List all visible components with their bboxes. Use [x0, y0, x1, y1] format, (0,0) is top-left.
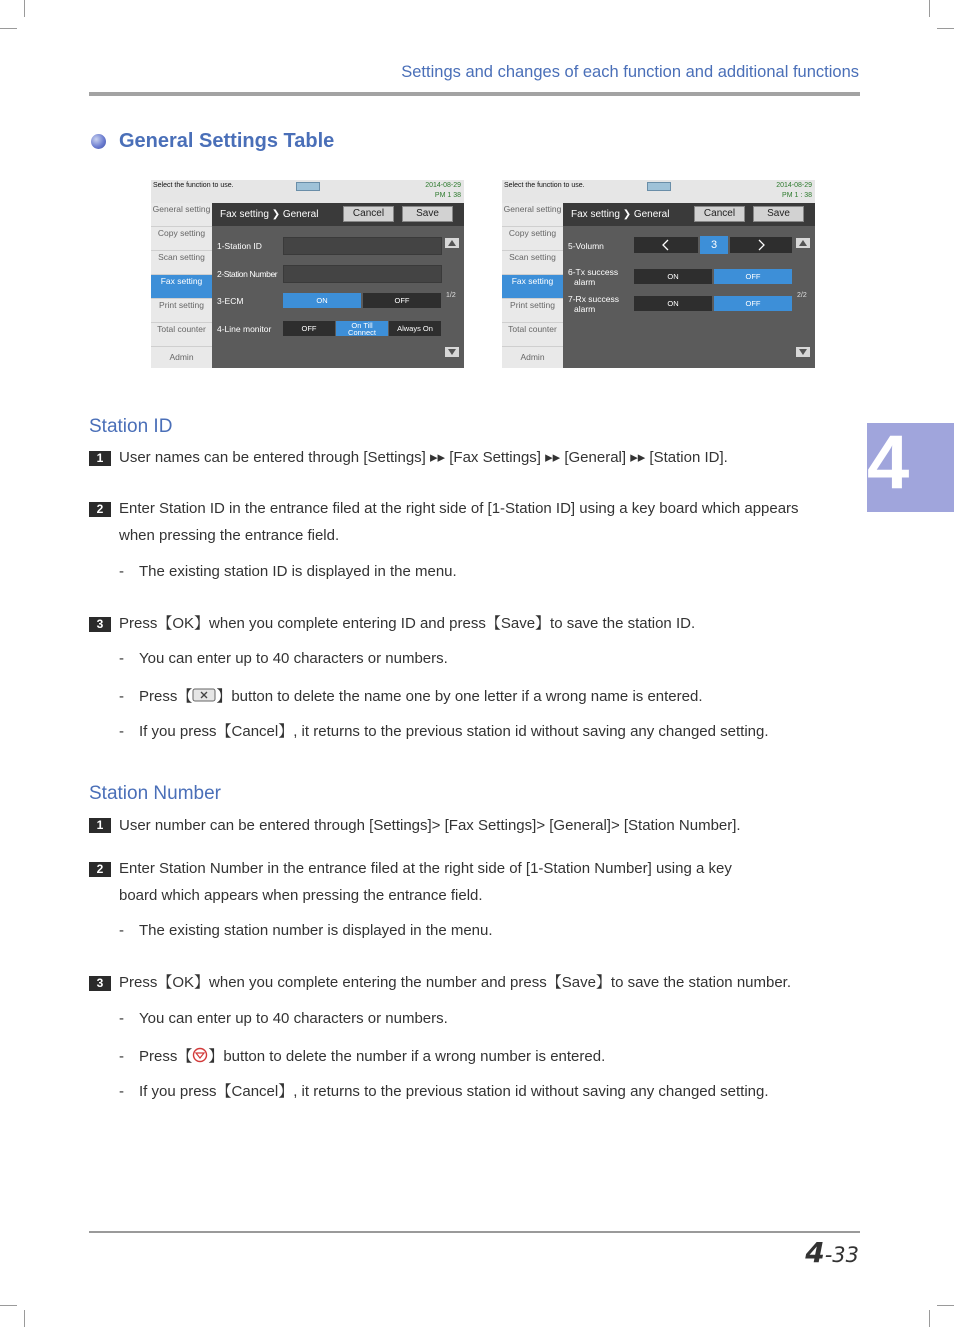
station-number-note3	[119, 1080, 769, 1101]
scroll-down-icon[interactable]	[445, 347, 459, 357]
settings-content	[563, 203, 815, 368]
station-number-step2-note	[119, 922, 493, 939]
step-number-badge: 3	[89, 617, 111, 632]
station-id-step3: Press【OK】when you complete entering ID and press【Save】to save the station ID.	[119, 615, 696, 632]
note-prefix: Press【	[139, 688, 193, 705]
crop-mark	[929, 1310, 930, 1327]
device-screen-2	[502, 180, 815, 368]
crop-mark	[0, 28, 17, 29]
topbar-datetime	[776, 181, 812, 201]
topbar-datetime	[425, 181, 461, 201]
sidebar-item-print[interactable]: Print setting	[502, 299, 563, 323]
status-icon	[647, 182, 671, 191]
on-till-label: On Till	[351, 321, 373, 330]
topbar-time: PM 1 38	[434, 192, 461, 199]
sidebar-item-fax[interactable]: Fax setting	[502, 275, 563, 299]
sidebar-item-total-counter[interactable]: Total counter	[502, 323, 563, 347]
crop-mark	[937, 28, 954, 29]
backspace-key-icon	[192, 688, 216, 706]
station-id-step2-line1: Enter Station ID in the entrance filed at the right side of [1-Station ID] using a key board which appears	[119, 500, 799, 517]
station-id-step2-note	[119, 563, 457, 580]
dash: -	[119, 1083, 124, 1100]
dash: -	[119, 563, 124, 580]
topbar-date: 2014-08-29	[776, 182, 812, 189]
volume-value: 3	[700, 236, 728, 254]
volume-increase-button[interactable]	[730, 237, 792, 253]
page-chapter: 4	[805, 1236, 825, 1269]
station-id-step2-line2: when pressing the entrance field.	[119, 527, 340, 544]
step-number-badge: 2	[89, 502, 111, 517]
row-label-station-id: 1-Station ID	[217, 241, 262, 251]
station-number-note1	[119, 1010, 448, 1027]
chevron-right-icon	[756, 239, 766, 251]
rx-label-line1: 7-Rx success	[568, 294, 620, 304]
dash: -	[119, 1048, 124, 1065]
tx-label-line1: 6-Tx success	[568, 267, 619, 277]
row-label-station-number: 2-Station Number	[217, 269, 278, 279]
cancel-button[interactable]: Cancel	[694, 206, 745, 222]
line-monitor-always-on-toggle[interactable]: Always On	[389, 321, 441, 336]
row-label-tx-success-alarm	[568, 267, 618, 287]
page-indicator: 1/2	[446, 292, 456, 299]
row-label-volume: 5-Volumn	[568, 241, 604, 251]
station-number-step3: Press【OK】when you complete entering the number and press【Save】to save the station number.	[119, 974, 792, 991]
device-screen-1	[151, 180, 464, 368]
sidebar-item-fax[interactable]: Fax setting	[151, 275, 212, 299]
header-divider	[89, 92, 860, 96]
settings-sidebar	[502, 203, 563, 368]
topbar-date: 2014-08-29	[425, 182, 461, 189]
connect-label: Connect	[348, 328, 376, 337]
row-label-line-monitor: 4-Line monitor	[217, 324, 272, 334]
scroll-up-icon[interactable]	[796, 238, 810, 248]
sidebar-item-general[interactable]: General setting	[151, 203, 212, 227]
dash: -	[119, 650, 124, 667]
sidebar-item-copy[interactable]: Copy setting	[502, 227, 563, 251]
station-id-step1: User names can be entered through [Settings] ▸▸ [Fax Settings] ▸▸ [General] ▸▸ [Station ID].	[119, 449, 728, 466]
topbar-time: PM 1 : 38	[782, 192, 812, 199]
crop-mark	[0, 1305, 17, 1306]
volume-decrease-button[interactable]	[634, 237, 698, 253]
clear-key-icon	[192, 1047, 208, 1067]
row-label-rx-success-alarm	[568, 294, 619, 314]
section-title-text: General Settings Table	[119, 130, 335, 152]
status-icon	[296, 182, 320, 191]
station-id-heading: Station ID	[89, 416, 173, 437]
station-number-step2-line1: Enter Station Number in the entrance filed at the right side of [1-Station Number] using a key	[119, 860, 732, 877]
rx-alarm-off-toggle[interactable]: OFF	[714, 296, 792, 311]
line-monitor-on-till-connect-toggle[interactable]	[336, 321, 388, 336]
breadcrumb: Fax setting ❯ General	[571, 209, 670, 220]
scroll-down-icon[interactable]	[796, 347, 810, 357]
sidebar-item-scan[interactable]: Scan setting	[502, 251, 563, 275]
settings-content	[212, 203, 464, 368]
note-text: The existing station number is displayed in the menu.	[139, 922, 493, 939]
ecm-on-toggle[interactable]: ON	[283, 293, 361, 308]
tx-alarm-on-toggle[interactable]: ON	[634, 269, 712, 284]
station-id-note3	[119, 720, 769, 741]
sidebar-item-print[interactable]: Print setting	[151, 299, 212, 323]
note-text: If you press【Cancel】, it returns to the previous station id without saving any changed setting.	[139, 1083, 769, 1100]
tx-label-line2: alarm	[574, 277, 596, 287]
step-number-badge: 2	[89, 862, 111, 877]
station-number-note2	[119, 1045, 605, 1067]
note-suffix: 】button to delete the number if a wrong number is entered.	[208, 1048, 606, 1065]
cancel-button[interactable]: Cancel	[343, 206, 394, 222]
screen-topbar	[502, 180, 815, 203]
row-label-ecm: 3-ECM	[217, 296, 244, 306]
step-number-badge: 1	[89, 818, 111, 833]
station-id-field[interactable]	[283, 237, 442, 255]
save-button[interactable]: Save	[402, 206, 453, 222]
sidebar-item-copy[interactable]: Copy setting	[151, 227, 212, 251]
save-button[interactable]: Save	[753, 206, 804, 222]
page-index: 33	[832, 1243, 859, 1267]
sidebar-item-total-counter[interactable]: Total counter	[151, 323, 212, 347]
content-header	[212, 203, 464, 226]
station-id-note2	[119, 685, 702, 706]
sidebar-item-admin[interactable]: Admin	[520, 352, 545, 362]
chevron-left-icon	[661, 239, 671, 251]
dash: -	[119, 688, 124, 705]
station-number-step2-line2: board which appears when pressing the entrance field.	[119, 887, 483, 904]
section-title	[91, 130, 334, 153]
crop-mark	[24, 1310, 25, 1327]
breadcrumb: Fax setting ❯ General	[220, 209, 319, 220]
station-number-step1: User number can be entered through [Settings]> [Fax Settings]> [General]> [Station Number].	[119, 817, 741, 834]
station-number-step2	[119, 855, 732, 909]
note-text: The existing station ID is displayed in the menu.	[139, 563, 457, 580]
sidebar-item-general[interactable]: General setting	[502, 203, 563, 227]
chapter-tab	[867, 420, 954, 512]
dash: -	[119, 723, 124, 740]
settings-sidebar	[151, 203, 212, 368]
note-prefix: Press【	[139, 1048, 193, 1065]
chapter-tab-number: 4	[867, 420, 910, 505]
dash: -	[119, 1010, 124, 1027]
screen-topbar	[151, 180, 464, 203]
page-sep: -	[824, 1243, 833, 1267]
note-text: You can enter up to 40 characters or numbers.	[139, 650, 448, 667]
ecm-off-toggle[interactable]: OFF	[363, 293, 441, 308]
page-header-title: Settings and changes of each function and additional functions	[401, 63, 859, 81]
note-suffix: 】button to delete the name one by one letter if a wrong name is entered.	[216, 688, 703, 705]
topbar-instruction: Select the function to use.	[153, 182, 234, 189]
step-number-badge: 1	[89, 451, 111, 466]
rx-alarm-on-toggle[interactable]: ON	[634, 296, 712, 311]
note-text: You can enter up to 40 characters or numbers.	[139, 1010, 448, 1027]
tx-alarm-off-toggle[interactable]: OFF	[714, 269, 792, 284]
note-text: If you press【Cancel】, it returns to the previous station id without saving any changed setting.	[139, 723, 769, 740]
crop-mark	[937, 1305, 954, 1306]
station-id-note1	[119, 650, 448, 667]
rx-label-line2: alarm	[574, 304, 596, 314]
sidebar-item-scan[interactable]: Scan setting	[151, 251, 212, 275]
line-monitor-off-toggle[interactable]: OFF	[283, 321, 335, 336]
footer-divider	[89, 1231, 860, 1233]
page-number	[805, 1236, 859, 1269]
station-number-heading: Station Number	[89, 783, 222, 804]
page-indicator: 2/2	[797, 292, 807, 299]
scroll-up-icon[interactable]	[445, 238, 459, 248]
step-number-badge: 3	[89, 976, 111, 991]
topbar-instruction: Select the function to use.	[504, 182, 585, 189]
station-id-step2	[119, 495, 799, 549]
content-header	[563, 203, 815, 226]
sidebar-item-admin[interactable]: Admin	[169, 352, 194, 362]
bullet-ball-icon	[91, 134, 106, 149]
crop-mark	[929, 0, 930, 17]
dash: -	[119, 922, 124, 939]
station-number-field[interactable]	[283, 265, 442, 283]
crop-mark	[24, 0, 25, 17]
